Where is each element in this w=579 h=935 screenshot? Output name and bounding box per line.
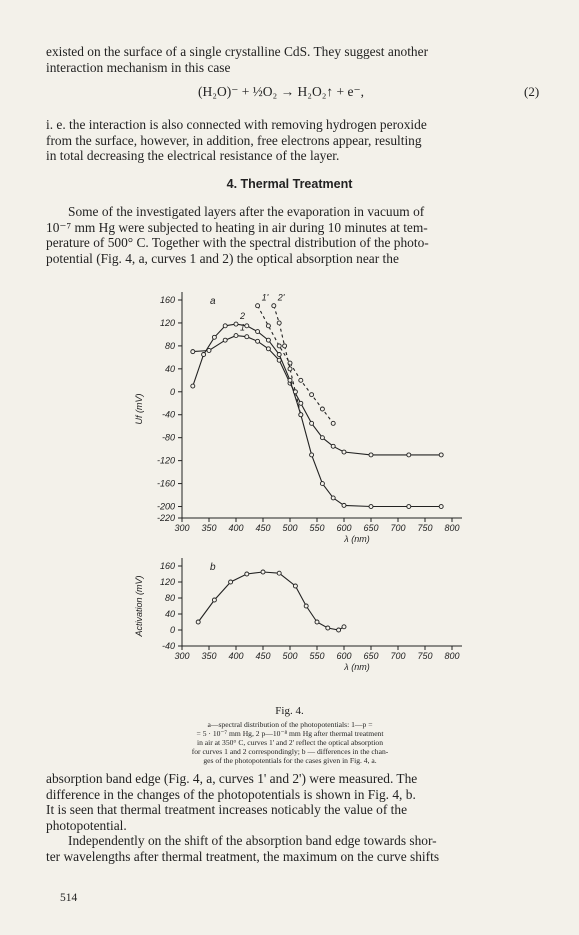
text-line: existed on the surface of a single crystalline CdS. They suggest another (46, 44, 429, 59)
equation-2: (H₂O)⁻ + ½O₂ → H₂O₂↑ + e⁻, (198, 84, 365, 99)
text-line: Independently on the shift of the absorption band edge towards shor- (68, 833, 437, 848)
x-tick-label: 550 (309, 651, 325, 661)
curve-label: 2' (277, 292, 285, 303)
x-tick-label: 500 (282, 523, 298, 533)
paragraph-intro (46, 44, 556, 75)
data-point (266, 338, 270, 342)
section-heading: 4. Thermal Treatment (226, 177, 353, 191)
series-line-1 (193, 336, 441, 455)
text-line: ter wavelengths after thermal treatment, the maximum on the curve shifts (46, 848, 440, 864)
chart-panel-a (134, 292, 462, 544)
text-line: absorption band edge (Fig. 4, a, curves 1' and 2') were measured. The (46, 771, 418, 786)
data-point (342, 625, 346, 629)
caption-line: a—spectral distribution of the photopotentials: 1—p = (207, 720, 373, 729)
x-tick-label: 350 (201, 651, 217, 661)
data-point (331, 496, 335, 500)
x-tick-label: 700 (390, 651, 406, 661)
y-axis-label: Uf (mV) (134, 393, 144, 425)
data-point (288, 367, 292, 371)
data-point (310, 421, 314, 425)
text-line: from the surface, however, in addition, free electrons appear, resulting (46, 132, 422, 148)
x-tick-label: 400 (228, 523, 244, 533)
chart-panel-b (134, 558, 462, 672)
data-point (299, 413, 303, 417)
figure-caption (120, 720, 460, 765)
y-tick-label: -120 (156, 455, 175, 466)
data-point (331, 444, 335, 448)
caption-line: ges of the photopotentials for the cases given in Fig. 4, a. (203, 756, 377, 765)
series-line-1' (258, 306, 334, 424)
x-tick-label: 450 (255, 523, 271, 533)
figure-4 (0, 268, 579, 708)
x-tick-label: 650 (363, 523, 379, 533)
data-point (304, 604, 308, 608)
data-point (245, 572, 249, 576)
data-point (320, 482, 324, 486)
paragraph-interaction (46, 117, 556, 164)
panel-label: a (210, 296, 216, 307)
data-point (196, 620, 200, 624)
text-line: 10⁻⁷ mm Hg were subjected to heating in air during 10 minutes at tem- (46, 219, 428, 235)
data-point (283, 344, 287, 348)
y-axis-label: Activation (mV) (134, 575, 144, 637)
y-tick-label: -220 (156, 513, 175, 523)
curve-label: 1 (240, 322, 246, 333)
y-tick-label: 120 (159, 577, 175, 587)
x-tick-label: 600 (336, 523, 352, 533)
equation-number: (2) (524, 84, 540, 99)
data-point (191, 350, 195, 354)
data-point (299, 401, 303, 405)
caption-line: = 5 · 10⁻⁷ mm Hg, 2 p—10⁻⁸ mm Hg after thermal treatment (196, 729, 384, 738)
data-point (256, 304, 260, 308)
x-tick-label: 400 (228, 651, 244, 661)
data-point (310, 393, 314, 397)
data-point (310, 453, 314, 457)
data-point (234, 334, 238, 338)
data-point (407, 453, 411, 457)
data-point (277, 353, 281, 357)
x-axis-label: λ (nm) (344, 662, 370, 672)
data-point (191, 384, 195, 388)
y-tick-label: 80 (164, 340, 175, 351)
y-tick-label: 160 (159, 295, 175, 305)
y-tick-label: -200 (156, 501, 175, 512)
data-point (256, 330, 260, 334)
x-tick-label: 600 (336, 651, 352, 661)
data-point (369, 505, 373, 509)
data-point (342, 503, 346, 507)
y-tick-label: -160 (156, 478, 175, 489)
y-tick-label: 120 (159, 317, 175, 328)
page-number: 514 (60, 892, 78, 904)
data-point (315, 620, 319, 624)
curve-label: 2 (240, 311, 246, 322)
x-tick-label: 750 (417, 651, 433, 661)
y-tick-label: 40 (164, 363, 175, 374)
y-tick-label: 0 (169, 625, 175, 635)
data-point (439, 505, 443, 509)
x-tick-label: 300 (174, 651, 190, 661)
y-tick-label: 160 (159, 561, 175, 571)
series-line-difference (198, 572, 344, 630)
data-point (261, 570, 265, 574)
data-point (223, 324, 227, 328)
paragraph-absorption (46, 771, 556, 833)
data-point (439, 453, 443, 457)
data-point (212, 335, 216, 339)
data-point (277, 571, 281, 575)
y-tick-label: 40 (164, 609, 175, 619)
x-tick-label: 800 (444, 651, 460, 661)
data-point (326, 626, 330, 630)
data-point (277, 344, 281, 348)
figure-title: Fig. 4. (275, 705, 304, 717)
data-point (331, 421, 335, 425)
y-tick-label: -40 (161, 409, 175, 420)
data-point (266, 347, 270, 351)
y-tick-label: 0 (169, 386, 175, 397)
caption-line: for curves 1 and 2 correspondingly; b — differences in the chan- (191, 747, 389, 756)
data-point (320, 407, 324, 411)
text-line: potential (Fig. 4, a, curves 1 and 2) the optical absorption near the (46, 250, 399, 266)
x-tick-label: 750 (417, 523, 433, 533)
data-point (288, 378, 292, 382)
x-tick-label: 300 (174, 523, 190, 533)
data-point (212, 598, 216, 602)
data-point (407, 505, 411, 509)
data-point (293, 390, 297, 394)
data-point (202, 353, 206, 357)
data-point (293, 584, 297, 588)
text-line: photopotential. (46, 817, 127, 833)
data-point (369, 453, 373, 457)
data-point (245, 324, 249, 328)
text-line: perature of 500° C. Together with the spectral distribution of the photo- (46, 235, 429, 250)
text-line: interaction mechanism in this case (46, 59, 231, 75)
x-tick-label: 650 (363, 651, 379, 661)
x-tick-label: 700 (390, 523, 406, 533)
x-axis-label: λ (nm) (344, 534, 370, 544)
data-point (337, 628, 341, 632)
data-point (320, 436, 324, 440)
curve-label: 1' (261, 292, 269, 303)
data-point (256, 339, 260, 343)
y-tick-label: -80 (161, 432, 175, 443)
data-point (299, 378, 303, 382)
x-tick-label: 350 (201, 523, 217, 533)
panel-label: b (210, 562, 216, 573)
x-tick-label: 450 (255, 651, 271, 661)
caption-line: in air at 350° C, curves 1' and 2' reflect the optical absorption (196, 738, 384, 747)
text-line: i. e. the interaction is also connected with removing hydrogen peroxide (46, 117, 427, 132)
data-point (245, 335, 249, 339)
data-point (229, 580, 233, 584)
data-point (223, 338, 227, 342)
data-point (272, 304, 276, 308)
x-tick-label: 500 (282, 651, 298, 661)
text-line: It is seen that thermal treatment increases noticably the value of the (46, 802, 408, 817)
y-tick-label: 80 (164, 593, 175, 603)
paragraph-thermal (46, 204, 556, 266)
x-tick-label: 800 (444, 523, 460, 533)
data-point (277, 321, 281, 325)
data-point (266, 324, 270, 328)
x-tick-label: 550 (309, 523, 325, 533)
data-point (342, 450, 346, 454)
series-line-2 (193, 324, 441, 506)
text-line: difference in the changes of the photopotentials is shown in Fig. 4, b. (46, 786, 416, 802)
y-tick-label: -40 (161, 641, 175, 651)
paragraph-shift (46, 833, 556, 864)
text-line: in total decreasing the electrical resistance of the layer. (46, 148, 340, 163)
text-line: Some of the investigated layers after the evaporation in vacuum of (68, 204, 425, 219)
data-point (234, 322, 238, 326)
